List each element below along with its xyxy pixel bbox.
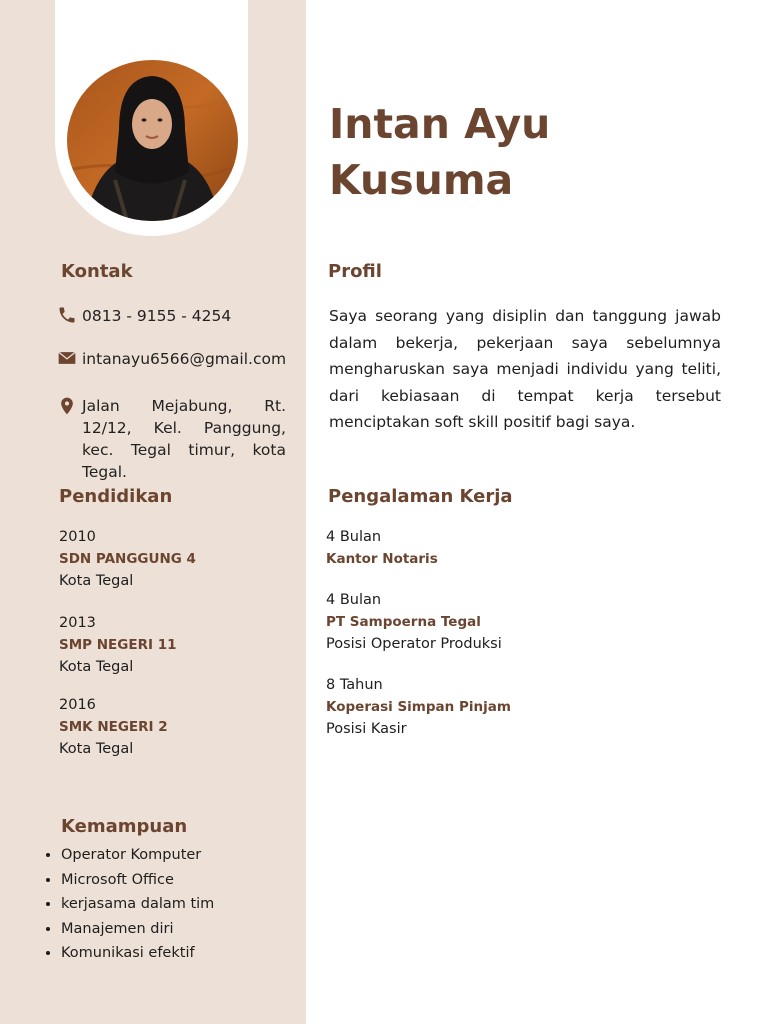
skill-item: • Komunikasi efektif <box>61 941 301 966</box>
education-item <box>59 526 299 592</box>
skill-item: • Microsoft Office <box>61 868 301 893</box>
contact-email <box>57 348 286 370</box>
experience-company: Kantor Notaris <box>326 551 438 567</box>
name-line-2: Kusuma <box>329 156 514 204</box>
skills-heading: Kemampuan <box>61 816 188 837</box>
email-address: intanayu6566@gmail.com <box>82 350 287 368</box>
avatar <box>67 60 238 221</box>
experience-company: Koperasi Simpan Pinjam <box>326 699 511 715</box>
skill-item: • Manajemen diri <box>61 917 301 942</box>
contact-address <box>57 395 286 483</box>
experience-position: Posisi Kasir <box>326 721 407 737</box>
skill-item: • Operator Komputer <box>61 843 301 868</box>
experience-item <box>326 589 706 655</box>
phone-number: 0813 - 9155 - 4254 <box>82 307 232 325</box>
education-year: 2016 <box>59 697 96 713</box>
education-item <box>59 612 299 678</box>
profile-heading: Profil <box>328 261 382 282</box>
experience-company: PT Sampoerna Tegal <box>326 614 481 630</box>
education-school: SDN PANGGUNG 4 <box>59 551 196 567</box>
education-place: Kota Tegal <box>59 741 134 757</box>
experience-duration: 8 Tahun <box>326 677 383 693</box>
education-place: Kota Tegal <box>59 659 134 675</box>
education-place: Kota Tegal <box>59 573 134 589</box>
experience-duration: 4 Bulan <box>326 592 382 608</box>
education-heading: Pendidikan <box>59 486 173 507</box>
contact-heading: Kontak <box>61 261 133 282</box>
education-school: SMP NEGERI 11 <box>59 637 177 653</box>
experience-item <box>326 674 706 740</box>
education-school: SMK NEGERI 2 <box>59 719 168 735</box>
experience-heading: Pengalaman Kerja <box>328 486 513 507</box>
skill-item: • kerjasama dalam tim <box>61 892 301 917</box>
education-item <box>59 694 299 760</box>
name-line-1: Intan Ayu <box>329 100 551 148</box>
full-name <box>329 96 550 208</box>
education-year: 2013 <box>59 615 96 631</box>
education-year: 2010 <box>59 529 96 545</box>
map-pin-icon <box>57 395 77 415</box>
experience-duration: 4 Bulan <box>326 529 382 545</box>
contact-phone <box>57 305 231 327</box>
envelope-icon <box>57 348 77 368</box>
experience-item <box>326 526 706 570</box>
experience-position: Posisi Operator Produksi <box>326 636 502 652</box>
skills-list <box>40 843 301 966</box>
profile-text: Saya seorang yang disiplin dan tanggung jawab dalam bekerja, pekerjaan saya sebelumnya mengharuskan saya menjadi individu yang teliti, dari kebiasaan di tempat kerja tersebut menciptakan soft skill positif bagi saya. <box>329 307 721 431</box>
address-text: Jalan Mejabung, Rt. 12/12, Kel. Panggung, kec. Tegal timur, kota Tegal. <box>82 397 286 481</box>
phone-icon <box>57 305 77 325</box>
